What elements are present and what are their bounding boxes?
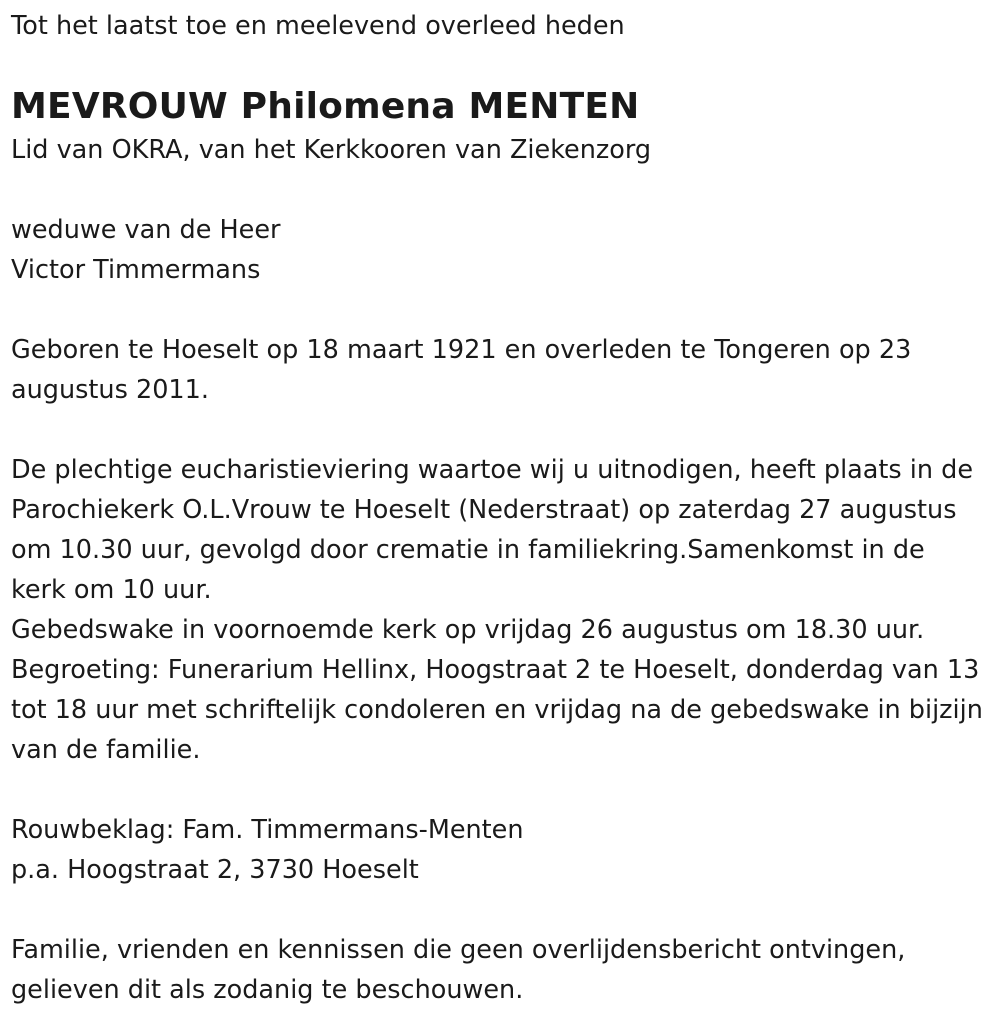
mourning-line-1: Rouwbeklag: Fam. Timmermans-Menten <box>11 815 524 845</box>
mourning-line-2: p.a. Hoogstraat 2, 3730 Hoeselt <box>11 855 419 885</box>
birth-death-paragraph: Geboren te Hoeselt op 18 maart 1921 en overleden te Tongeren op 23 augustus 2011. <box>11 335 912 405</box>
closing-paragraph: Familie, vrienden en kennissen die geen overlijdensbericht ontvingen, gelieven dit als zodanig te beschouwen. <box>11 935 906 1005</box>
membership-line: Lid van OKRA, van het Kerkkooren van Ziekenzorg <box>11 135 652 165</box>
ceremony-paragraph: De plechtige eucharistieviering waartoe wij u uitnodigen, heeft plaats in de Parochiekerk O.L.Vrouw te Hoeselt (Nederstraat) op zaterdag 27 augustus om 10.30 uur, gevolgd door crematie in familiekring.Samenkomst in de kerk om 10 uur. <box>11 455 974 605</box>
widow-line-1: weduwe van de Heer <box>11 215 281 245</box>
deceased-name: MEVROUW Philomena MENTEN <box>11 86 640 127</box>
vigil-paragraph: Gebedswake in voornoemde kerk op vrijdag 26 augustus om 18.30 uur. <box>11 615 925 645</box>
widow-line-2: Victor Timmermans <box>11 255 261 285</box>
death-notice <box>11 0 986 1010</box>
intro-line: Tot het laatst toe en meelevend overleed heden <box>11 11 625 41</box>
greeting-paragraph: Begroeting: Funerarium Hellinx, Hoogstraat 2 te Hoeselt, donderdag van 13 tot 18 uur met schriftelijk condoleren en vrijdag na de gebedswake in bijzijn van de familie. <box>11 655 983 765</box>
